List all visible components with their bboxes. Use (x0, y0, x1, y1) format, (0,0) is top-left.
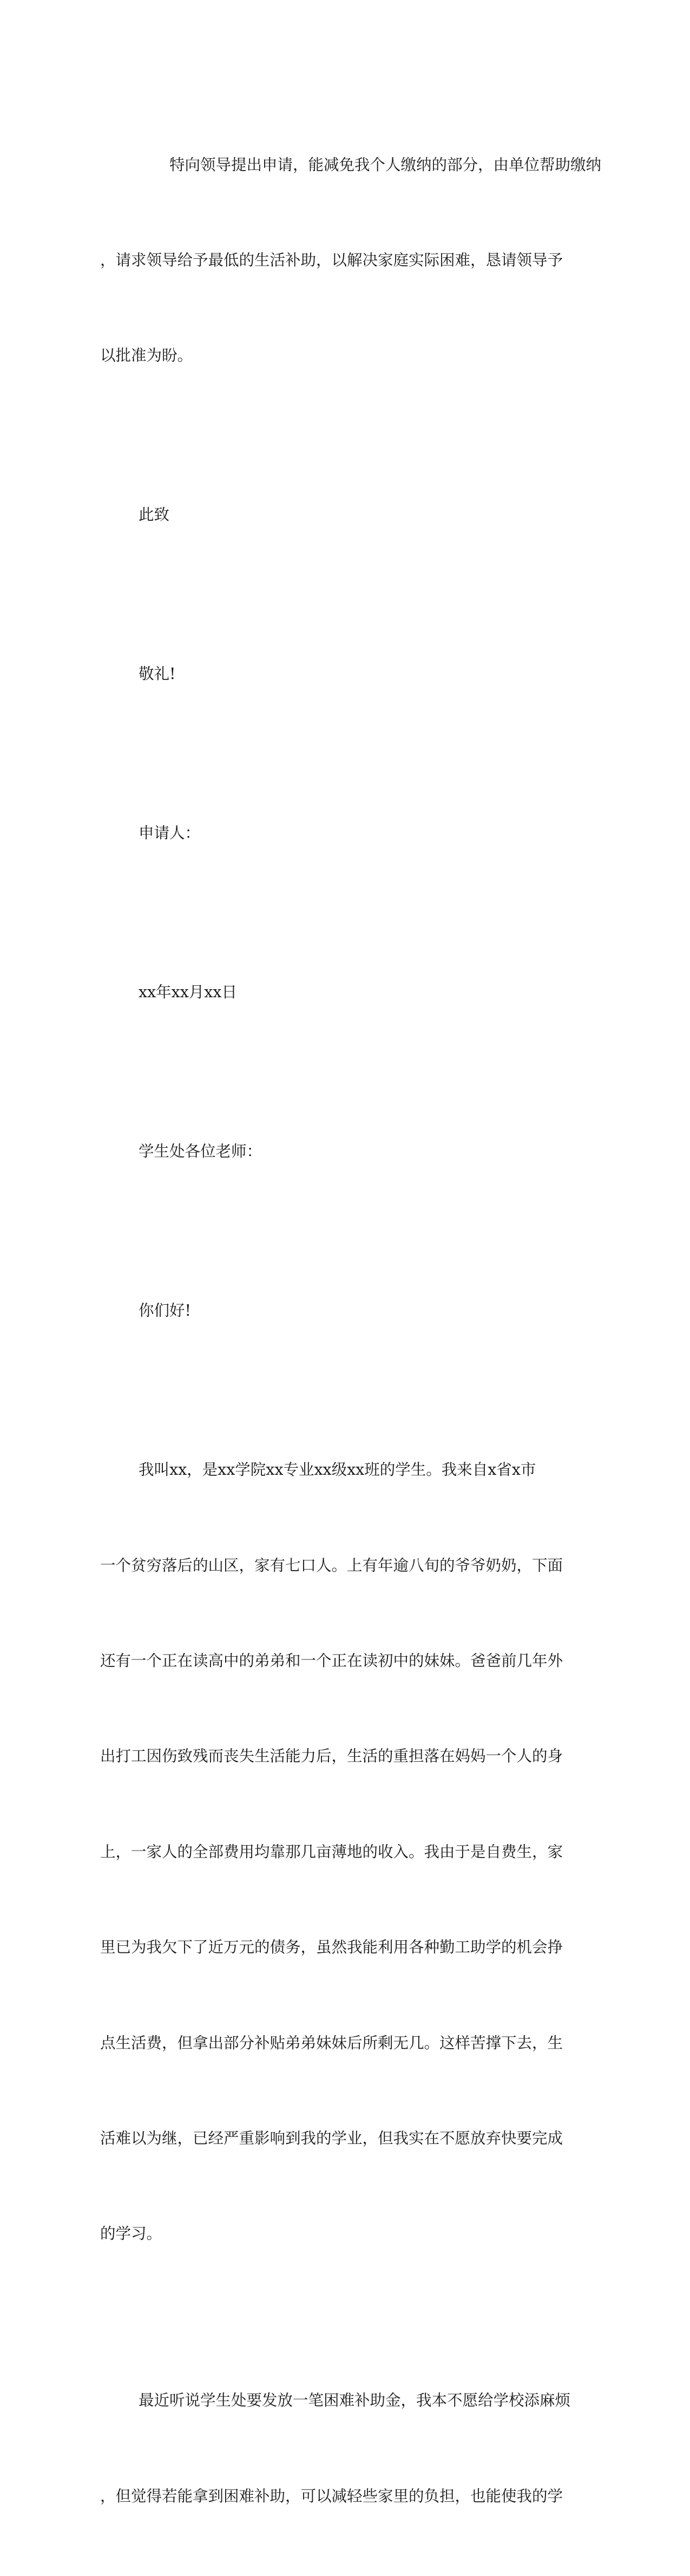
date-text: xx年xx月xx日 (139, 983, 237, 1002)
closing-line (100, 436, 582, 595)
text-line: 以批准为盼。 (100, 346, 193, 365)
text-line: ，但觉得若能拿到困难补助，可以减轻些家里的负担，也能使我的学 (100, 2487, 563, 2505)
paragraph-request (100, 86, 602, 436)
hello-text: 你们好! (139, 1302, 191, 1320)
text-line: 我叫xx，是xx学院xx专业xx级xx班的学生。我来自x省x市 (139, 1461, 536, 1479)
closing-text: 此致 (139, 506, 170, 524)
paragraph-subsidy (100, 2322, 582, 2576)
text-line: 里已为我欠下了近万元的债务，虽然我能利用各种勤工助学的机会挣 (100, 1938, 563, 1957)
paragraph-gap (100, 2314, 582, 2322)
text-line: ，请求领导给予最低的生活补助，以解决家庭实际困难，恳请领导予 (100, 251, 563, 269)
text-line: 的学习。 (100, 2225, 162, 2243)
text-line: 一个贫穷落后的山区，家有七口人。上有年逾八旬的爷爷奶奶，下面 (100, 1556, 563, 1574)
hello-line (100, 1232, 582, 1391)
text-line: 特向领导提出申请，能减免我个人缴纳的部分，由单位帮助缴纳 (169, 155, 602, 174)
text-line: 最近听说学生处要发放一笔困难补助金，我本不愿给学校添麻烦 (139, 2391, 571, 2410)
applicant-label: 申请人： (139, 824, 201, 842)
salutation-text: 学生处各位老师： (139, 1142, 262, 1161)
text-line: 活难以为继，已经严重影响到我的学业，但我实在不愿放弃快要完成 (100, 2129, 563, 2147)
text-line: 点生活费，但拿出部分补贴弟弟妹妹后所剩无几。这样苦撑下去，生 (100, 2034, 563, 2052)
salute-line (100, 595, 582, 754)
text-line: 出打工因伤致残而丧失生活能力后，生活的重担落在妈妈一个人的身 (100, 1747, 563, 1766)
salute-text: 敬礼! (139, 665, 176, 683)
salutation-line (100, 1073, 582, 1232)
paragraph-background (100, 1391, 582, 2314)
applicant-line (100, 754, 582, 913)
letter-body (100, 86, 602, 2576)
text-line: 还有一个正在读高中的弟弟和一个正在读初中的妹妹。爸爸前几年外 (100, 1652, 563, 1670)
text-line: 上，一家人的全部费用均靠那几亩薄地的收入。我由于是自费生，家 (100, 1842, 563, 1861)
date-line (100, 913, 582, 1073)
